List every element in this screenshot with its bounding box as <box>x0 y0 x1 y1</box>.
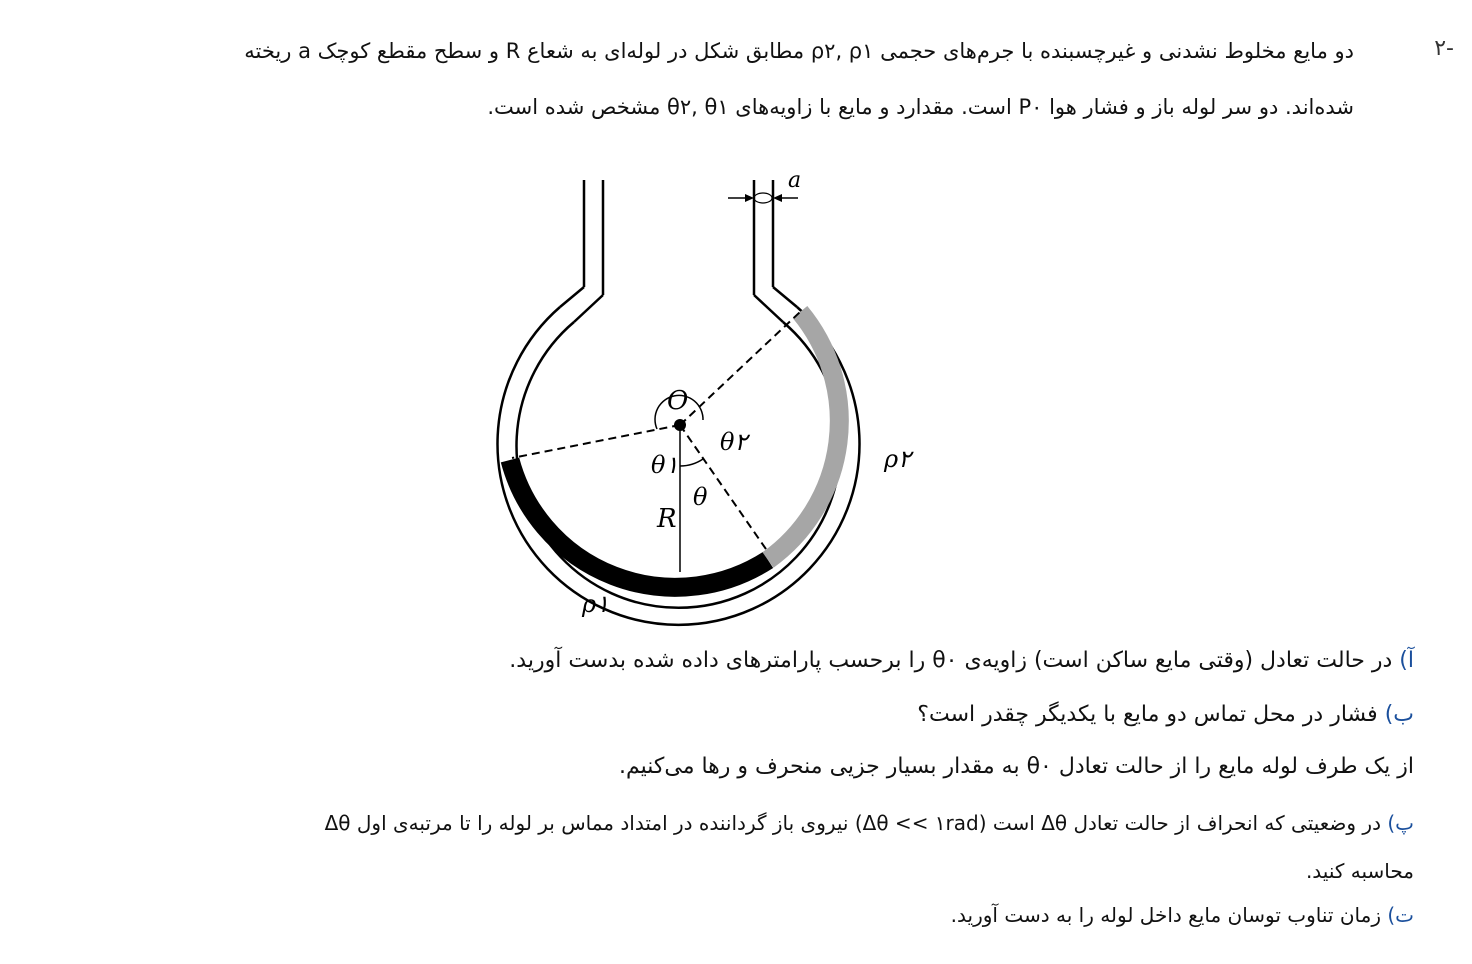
part-p-continued <box>1306 856 1414 886</box>
part-a <box>509 646 1414 676</box>
part-b-label: ب) <box>1384 702 1414 727</box>
liquid-2-arc <box>768 312 839 560</box>
label-R: R <box>657 504 677 534</box>
label-rho1: ρ۱ <box>582 590 609 618</box>
radius-to-liquid2-end <box>680 312 800 425</box>
problem-intro-line-2: شده‌اند. دو سر لوله باز و فشار هوا P۰ است. مقدارد و مایع با زاویه‌های θ۲, θ۱ مشخص شده است. <box>487 95 1354 119</box>
statement-perturbation <box>619 752 1414 782</box>
part-p-continued-text: محاسبه کنید. <box>1305 859 1414 883</box>
problem-number: ۲- <box>1434 36 1454 61</box>
theta-arc <box>680 459 703 466</box>
center-point <box>674 419 686 431</box>
label-theta1: θ۱ <box>651 451 679 479</box>
a-arrowhead-left <box>745 194 754 202</box>
part-b <box>917 700 1414 730</box>
left-tube-bend-outer <box>560 287 584 307</box>
part-t <box>951 900 1414 930</box>
part-t-text: زمان تناوب توسان مایع داخل لوله را به دست آورید. <box>950 903 1381 927</box>
part-a-text: در حالت تعادل (وقتی مایع ساکن است) زاویه‌ی θ۰ را برحسب پارامترهای داده شده بدست آورید. <box>509 648 1393 673</box>
right-tube-bend-inner <box>754 295 783 322</box>
statement-perturbation-text: از یک طرف لوله مایع را از حالت تعادل θ۰ به مقدار بسیار جزیی منحرف و رها می‌کنیم. <box>618 754 1414 779</box>
part-t-label: ت) <box>1387 903 1414 927</box>
label-a: a <box>788 168 802 193</box>
problem-intro-line-1: دو مایع مخلوط نشدنی و غیرچسبنده با جرم‌های حجمی ρ۲, ρ۱ مطابق شکل در لوله‌ای به شعاع R و سطح مقطع کوچک a ریخته <box>244 39 1354 63</box>
tube-outer-wall <box>498 307 860 625</box>
label-theta2: θ۲ <box>720 428 748 456</box>
a-arrowhead-right <box>773 194 782 202</box>
left-tube-bend-inner <box>574 295 603 322</box>
label-theta: θ <box>693 483 708 511</box>
a-cross-section <box>754 193 772 203</box>
label-O: O <box>667 386 689 416</box>
tube-inner-wall <box>517 322 841 608</box>
part-p <box>325 808 1414 838</box>
right-tube-bend-outer <box>773 287 797 307</box>
part-p-label: پ) <box>1387 811 1414 835</box>
label-rho2: ρ۲ <box>884 445 911 473</box>
part-a-label: آ) <box>1399 648 1414 673</box>
part-b-text: فشار در محل تماس دو مایع با یکدیگر چقدر است؟ <box>917 702 1378 727</box>
part-p-text: در وضعیتی که انحراف از حالت تعادل Δθ است (Δθ << ۱rad) نیروی باز گرداننده در امتداد مماس بر لوله را تا مرتبه‌ی اول Δθ <box>324 811 1381 835</box>
